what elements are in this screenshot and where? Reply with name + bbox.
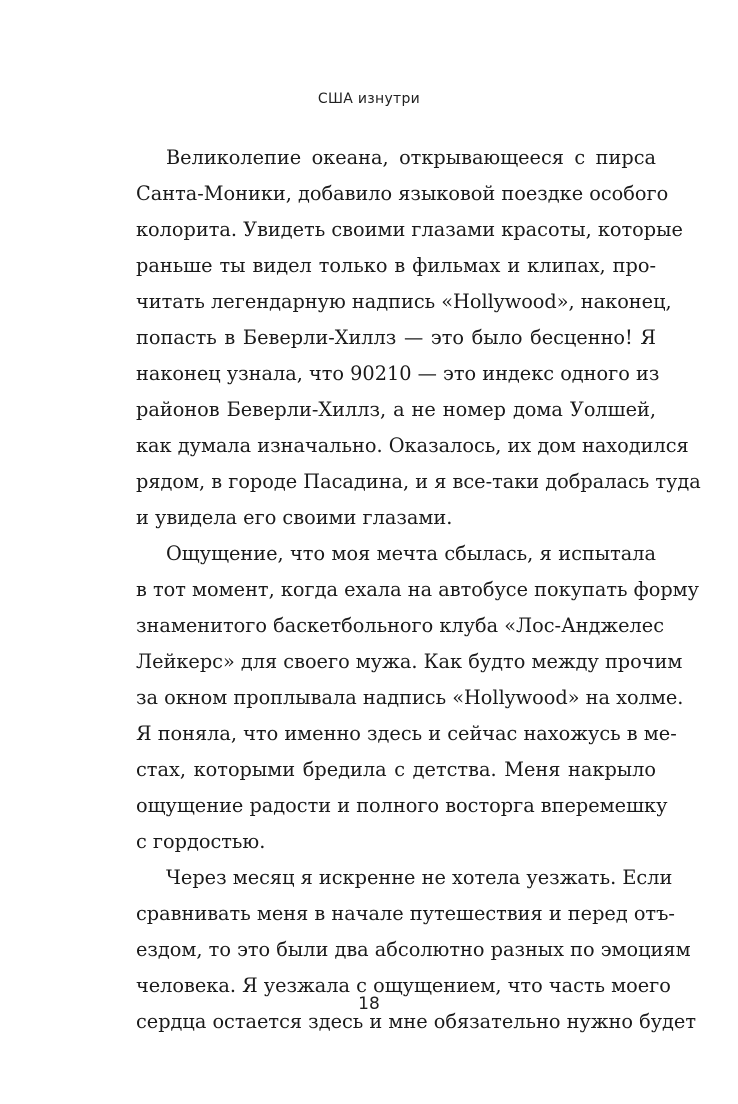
text-line: как думала изначально. Оказалось, их дом находился bbox=[136, 434, 689, 457]
text-line: ездом, то это были два абсолютно разных по эмоциям bbox=[136, 938, 691, 961]
text-line: раньше ты видел только в фильмах и клипах, про- bbox=[136, 254, 656, 277]
text-line: наконец узнала, что 90210 — это индекс одного из bbox=[136, 362, 660, 385]
text-line: Через месяц я искренне не хотела уезжать. Если bbox=[166, 866, 673, 889]
text-line: Санта-Моники, добавило языковой поездке особого bbox=[136, 182, 669, 205]
paragraph bbox=[136, 536, 700, 860]
text-line: попасть в Беверли-Хиллз — это было бесценно! Я bbox=[136, 326, 656, 349]
paragraph bbox=[136, 140, 701, 536]
text-line: ощущение радости и полного восторга вперемешку bbox=[136, 794, 668, 817]
text-line: знаменитого баскетбольного клуба «Лос-Анджелес bbox=[136, 614, 664, 637]
text-line: рядом, в городе Пасадина, и я все-таки добралась туда bbox=[136, 470, 701, 493]
text-line: с гордостью. bbox=[136, 830, 266, 853]
text-line: Ощущение, что моя мечта сбылась, я испытала bbox=[166, 542, 656, 565]
text-line: человека. Я уезжала с ощущением, что часть моего bbox=[136, 974, 671, 997]
text-line: сравнивать меня в начале путешествия и перед отъ- bbox=[136, 902, 675, 925]
text-line: районов Беверли-Хиллз, а не номер дома Уолшей, bbox=[136, 398, 656, 421]
text-line: стах, которыми бредила с детства. Меня накрыло bbox=[136, 758, 656, 781]
text-line: колорита. Увидеть своими глазами красоты, которые bbox=[136, 218, 683, 241]
text-line: за окном проплывала надпись «Hollywood» на холме. bbox=[136, 686, 684, 709]
body-text bbox=[136, 140, 701, 1040]
text-line: в тот момент, когда ехала на автобусе покупать форму bbox=[136, 578, 700, 601]
text-line: Я поняла, что именно здесь и сейчас нахожусь в ме- bbox=[136, 722, 677, 745]
text-line: читать легендарную надпись «Hollywood», наконец, bbox=[136, 290, 672, 313]
text-line: Великолепие океана, открывающееся с пирса bbox=[166, 146, 656, 169]
text-line: сердца остается здесь и мне обязательно нужно будет bbox=[136, 1010, 697, 1033]
text-line: Лейкерс» для своего мужа. Как будто между прочим bbox=[136, 650, 683, 673]
text-line: и увидела его своими глазами. bbox=[136, 506, 453, 529]
running-header: США изнутри bbox=[317, 91, 421, 107]
page-number: 18 bbox=[358, 994, 380, 1014]
